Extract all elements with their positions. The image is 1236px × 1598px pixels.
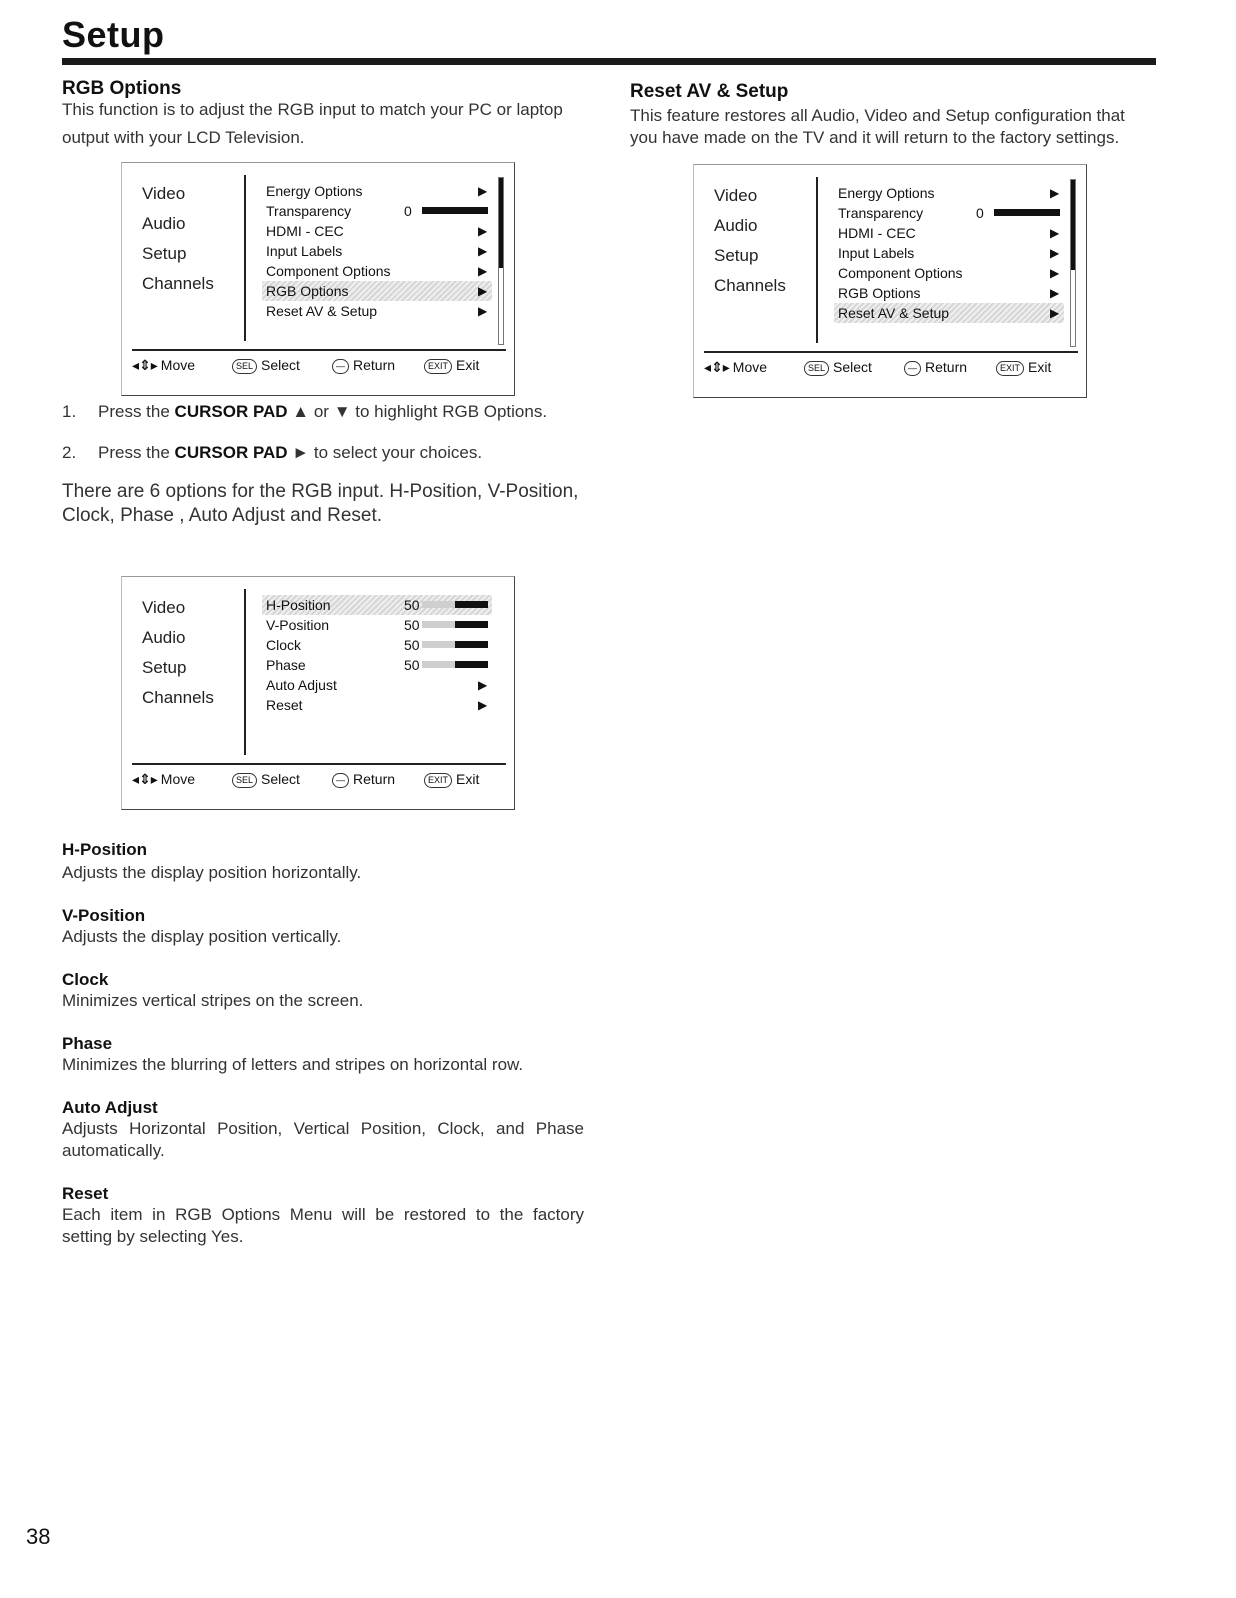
rgb-item-value: 50 [404,637,420,653]
exit-key-icon: EXIT [424,359,452,374]
rgb-intro-line1: This function is to adjust the RGB input to match your PC or laptop [62,100,563,119]
right-arrow-icon: ▶ [1050,286,1060,300]
rgb-intro-line2: output with your LCD Television. [62,128,305,147]
select-hint [232,357,300,374]
select-label: Select [261,357,300,373]
exit-key-icon: EXIT [424,773,452,788]
footer-divider [132,763,506,765]
exit-label: Exit [456,357,480,373]
move-label: Move [732,359,768,375]
rgb-item-label: Auto Adjust [266,677,337,693]
sel-key-icon: SEL [232,773,257,788]
menu-video[interactable]: Video [142,598,186,617]
rgb-auto-adjust[interactable] [262,675,492,695]
rgb-item-label: Phase [266,657,306,673]
right-arrow-icon: ▶ [478,284,488,298]
rgb-item-label: V-Position [266,617,330,633]
transparency-bar[interactable] [994,209,1060,216]
exit-label: Exit [456,771,480,787]
move-hint [704,359,767,376]
step-key: CURSOR PAD [174,443,288,462]
exit-key-icon: EXIT [996,361,1024,376]
return-key-icon: — [332,359,349,374]
setup-submenu [262,181,492,321]
setup-submenu [834,183,1064,323]
reset-intro-line1: This feature restores all Audio, Video and Setup configuration that [630,106,1125,125]
step-1 [62,402,547,422]
def-text-phase: Minimizes the blurring of letters and stripes on horizontal row. [62,1055,524,1074]
def-text-reset: Each item in RGB Options Menu will be restored to the factory setting by selecting Yes. [62,1205,584,1246]
return-hint [904,359,967,376]
menu-channels[interactable]: Channels [142,274,214,293]
select-label: Select [261,771,300,787]
def-text-auto-adjust: Adjusts Horizontal Position, Vertical Position, Clock, and Phase automatically. [62,1119,584,1160]
rgb-item-value: 50 [404,657,420,673]
rgb-h-position[interactable] [262,595,492,615]
level-bar[interactable] [422,661,488,668]
submenu-label: Input Labels [266,243,343,259]
menu-setup[interactable]: Setup [142,658,187,677]
submenu-label: RGB Options [266,283,349,299]
submenu-label: RGB Options [838,285,921,301]
menu-video[interactable]: Video [142,184,186,203]
submenu-hdmi-cec[interactable] [262,221,492,241]
def-title-v-position: V-Position [62,906,146,925]
right-arrow-icon: ▶ [478,698,488,712]
page-title: Setup [62,14,165,55]
menu-setup[interactable]: Setup [714,246,759,265]
osd-left-menu [142,179,214,299]
step-text: ▲ or ▼ to highlight RGB Options. [287,402,548,421]
submenu-component-options[interactable] [834,263,1064,283]
submenu-hdmi-cec[interactable] [834,223,1064,243]
def-text-clock: Minimizes vertical stripes on the screen. [62,991,364,1010]
rgb-phase[interactable] [262,655,492,675]
transparency-bar[interactable] [422,207,488,214]
exit-hint [424,357,479,374]
submenu-transparency[interactable] [262,201,492,221]
submenu-rgb-options[interactable] [262,281,492,301]
scrollbar-thumb[interactable] [499,178,503,268]
rgb-item-value: 50 [404,617,420,633]
osd-rgb-options-menu [121,576,515,810]
move-hint [132,771,195,788]
right-arrow-icon: ▶ [1050,226,1060,240]
submenu-label: Input Labels [838,245,915,261]
select-label: Select [833,359,872,375]
footer-divider [132,349,506,351]
submenu-input-labels[interactable] [834,243,1064,263]
submenu-label: HDMI - CEC [838,225,916,241]
menu-video[interactable]: Video [714,186,758,205]
def-title-clock: Clock [62,970,109,989]
def-text-h-position: Adjusts the display position horizontally. [62,863,362,882]
menu-audio[interactable]: Audio [142,628,186,647]
submenu-energy-options[interactable] [834,183,1064,203]
level-bar[interactable] [422,601,488,608]
return-hint [332,771,395,788]
submenu-energy-options[interactable] [262,181,492,201]
menu-divider [244,175,246,341]
menu-channels[interactable]: Channels [714,276,786,295]
options-intro-line2: Clock, Phase , Auto Adjust and Reset. [62,505,383,526]
submenu-rgb-options[interactable] [834,283,1064,303]
page-number: 38 [26,1524,51,1549]
osd-setup-menu-reset [693,164,1087,398]
sel-key-icon: SEL [232,359,257,374]
right-arrow-icon: ▶ [1050,186,1060,200]
submenu-component-options[interactable] [262,261,492,281]
menu-channels[interactable]: Channels [142,688,214,707]
move-label: Move [160,357,196,373]
submenu-label: Reset AV & Setup [266,303,378,319]
step-text: ► to select your choices. [287,443,483,462]
submenu-label: Component Options [838,265,963,281]
menu-audio[interactable]: Audio [142,214,186,233]
submenu-label: HDMI - CEC [266,223,344,239]
exit-hint [424,771,479,788]
right-arrow-icon: ▶ [478,264,488,278]
scrollbar[interactable] [498,177,504,345]
right-arrow-icon: ▶ [1050,246,1060,260]
scrollbar[interactable] [1070,179,1076,347]
submenu-label: Energy Options [838,185,935,201]
rgb-options-heading: RGB Options [62,78,182,99]
menu-setup[interactable]: Setup [142,244,187,263]
right-arrow-icon: ▶ [1050,266,1060,280]
transparency-value: 0 [404,203,412,219]
def-title-phase: Phase [62,1034,113,1053]
right-arrow-icon: ▶ [478,304,488,318]
footer-divider [704,351,1078,353]
menu-divider [244,589,246,755]
move-arrows-icon: ◂⇕▸ [132,357,158,373]
submenu-input-labels[interactable] [262,241,492,261]
options-intro-line1: There are 6 options for the RGB input. H-Position, V-Position, [62,481,579,502]
right-arrow-icon: ▶ [478,224,488,238]
sel-key-icon: SEL [804,361,829,376]
def-title-auto-adjust: Auto Adjust [62,1098,158,1117]
osd-setup-menu-rgb [121,162,515,396]
select-hint [804,359,872,376]
rgb-item-value: 50 [404,597,420,613]
right-arrow-icon: ▶ [478,244,488,258]
submenu-reset-av-setup[interactable] [262,301,492,321]
return-key-icon: — [332,773,349,788]
right-arrow-icon: ▶ [478,678,488,692]
step-number: 1. [62,402,77,421]
level-bar[interactable] [422,641,488,648]
rgb-item-label: H-Position [266,597,331,613]
level-bar[interactable] [422,621,488,628]
rgb-submenu [262,595,492,715]
select-hint [232,771,300,788]
step-key: CURSOR PAD [174,402,288,421]
reset-av-heading: Reset AV & Setup [630,81,789,102]
exit-hint [996,359,1051,376]
right-arrow-icon: ▶ [1050,306,1060,320]
exit-label: Exit [1028,359,1052,375]
step-text: Press the [98,402,175,421]
rgb-item-label: Reset [266,697,303,713]
submenu-label: Reset AV & Setup [838,305,950,321]
rgb-v-position[interactable] [262,615,492,635]
submenu-reset-av-setup[interactable] [834,303,1064,323]
submenu-label: Component Options [266,263,391,279]
step-number: 2. [62,443,77,462]
submenu-transparency[interactable] [834,203,1064,223]
return-hint [332,357,395,374]
step-text: Press the [98,443,175,462]
scrollbar-thumb[interactable] [1071,180,1075,270]
move-label: Move [160,771,196,787]
submenu-label: Transparency [838,205,924,221]
def-title-h-position: H-Position [62,840,147,859]
move-hint [132,357,195,374]
return-label: Return [925,359,968,375]
rgb-item-label: Clock [266,637,302,653]
osd-left-menu [714,181,786,301]
title-rule [62,58,1156,65]
step-2 [62,443,482,463]
transparency-value: 0 [976,205,984,221]
osd-left-menu [142,593,214,713]
return-label: Return [353,357,396,373]
move-arrows-icon: ◂⇕▸ [132,771,158,787]
rgb-clock[interactable] [262,635,492,655]
menu-divider [816,177,818,343]
reset-intro-line2: you have made on the TV and it will return to the factory settings. [630,128,1120,147]
right-arrow-icon: ▶ [478,184,488,198]
def-text-v-position: Adjusts the display position vertically. [62,927,342,946]
submenu-label: Transparency [266,203,352,219]
menu-audio[interactable]: Audio [714,216,758,235]
submenu-label: Energy Options [266,183,363,199]
return-key-icon: — [904,361,921,376]
move-arrows-icon: ◂⇕▸ [704,359,730,375]
def-title-reset: Reset [62,1184,109,1203]
rgb-reset[interactable] [262,695,492,715]
return-label: Return [353,771,396,787]
